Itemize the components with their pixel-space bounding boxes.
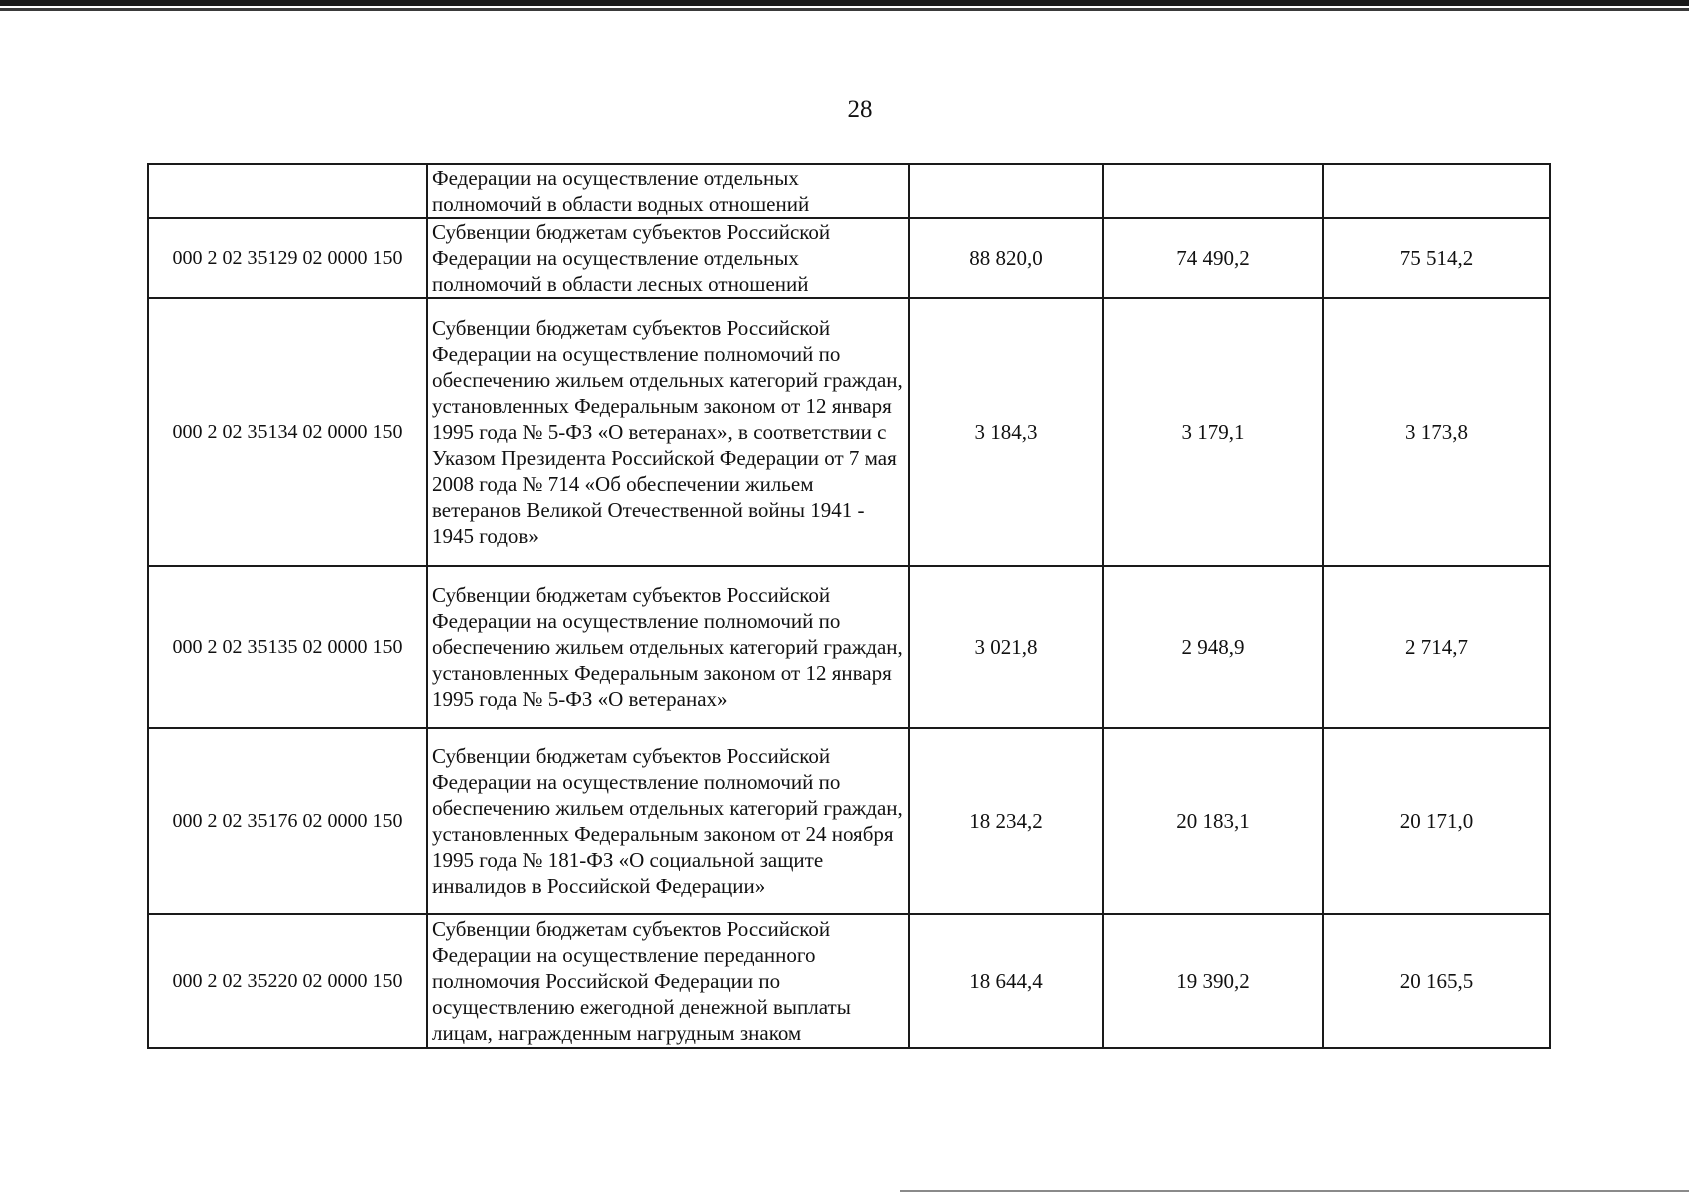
budget-subventions-table	[147, 163, 1551, 1049]
amount-cell-2: 74 490,2	[1103, 218, 1323, 298]
amount-cell-1	[909, 164, 1103, 218]
amount-cell-1: 18 234,2	[909, 728, 1103, 914]
amount-cell-1: 18 644,4	[909, 914, 1103, 1048]
table-row	[148, 914, 1550, 1048]
amount-cell-2: 3 179,1	[1103, 298, 1323, 566]
budget-code-cell: 000 2 02 35134 02 0000 150	[148, 298, 427, 566]
top-border-line-secondary	[0, 8, 1689, 11]
description-cell: Субвенции бюджетам субъектов Российской Федерации на осуществление переданного полномочия Российской Федерации по осуществлению ежегодной денежной выплаты лицам, награжденным нагрудным знаком	[427, 914, 909, 1048]
amount-cell-1: 88 820,0	[909, 218, 1103, 298]
budget-code-cell: 000 2 02 35135 02 0000 150	[148, 566, 427, 728]
amount-cell-3: 20 171,0	[1323, 728, 1550, 914]
amount-cell-2: 19 390,2	[1103, 914, 1323, 1048]
amount-cell-2: 2 948,9	[1103, 566, 1323, 728]
budget-code-cell: 000 2 02 35129 02 0000 150	[148, 218, 427, 298]
amount-cell-3: 2 714,7	[1323, 566, 1550, 728]
description-cell: Субвенции бюджетам субъектов Российской Федерации на осуществление полномочий по обеспечению жильем отдельных категорий граждан, установленных Федеральным законом от 12 января 1995 года № 5-ФЗ «О ветеранах», в соответствии с Указом Президента Российской Федерации от 7 мая 2008 года № 714 «Об обеспечении жильем ветеранов Великой Отечественной войны 1941 - 1945 годов»	[427, 298, 909, 566]
amount-cell-1: 3 184,3	[909, 298, 1103, 566]
description-cell: Субвенции бюджетам субъектов Российской Федерации на осуществление отдельных полномочий в области лесных отношений	[427, 218, 909, 298]
description-cell: Федерации на осуществление отдельных полномочий в области водных отношений	[427, 164, 909, 218]
amount-cell-3: 75 514,2	[1323, 218, 1550, 298]
amount-cell-3: 3 173,8	[1323, 298, 1550, 566]
budget-code-cell: 000 2 02 35176 02 0000 150	[148, 728, 427, 914]
amount-cell-2	[1103, 164, 1323, 218]
amount-cell-3: 20 165,5	[1323, 914, 1550, 1048]
table-row	[148, 218, 1550, 298]
budget-code-cell: 000 2 02 35220 02 0000 150	[148, 914, 427, 1048]
budget-code-cell	[148, 164, 427, 218]
table-row	[148, 566, 1550, 728]
description-cell: Субвенции бюджетам субъектов Российской Федерации на осуществление полномочий по обеспечению жильем отдельных категорий граждан, установленных Федеральным законом от 24 ноября 1995 года № 181-ФЗ «О социальной защите инвалидов в Российской Федерации»	[427, 728, 909, 914]
bottom-scan-line	[900, 1190, 1689, 1192]
amount-cell-2: 20 183,1	[1103, 728, 1323, 914]
page-number: 28	[847, 96, 873, 123]
top-border-line	[0, 0, 1689, 6]
table-row	[148, 298, 1550, 566]
amount-cell-1: 3 021,8	[909, 566, 1103, 728]
description-cell: Субвенции бюджетам субъектов Российской Федерации на осуществление полномочий по обеспечению жильем отдельных категорий граждан, установленных Федеральным законом от 12 января 1995 года № 5-ФЗ «О ветеранах»	[427, 566, 909, 728]
amount-cell-3	[1323, 164, 1550, 218]
table-row	[148, 728, 1550, 914]
table-row	[148, 164, 1550, 218]
